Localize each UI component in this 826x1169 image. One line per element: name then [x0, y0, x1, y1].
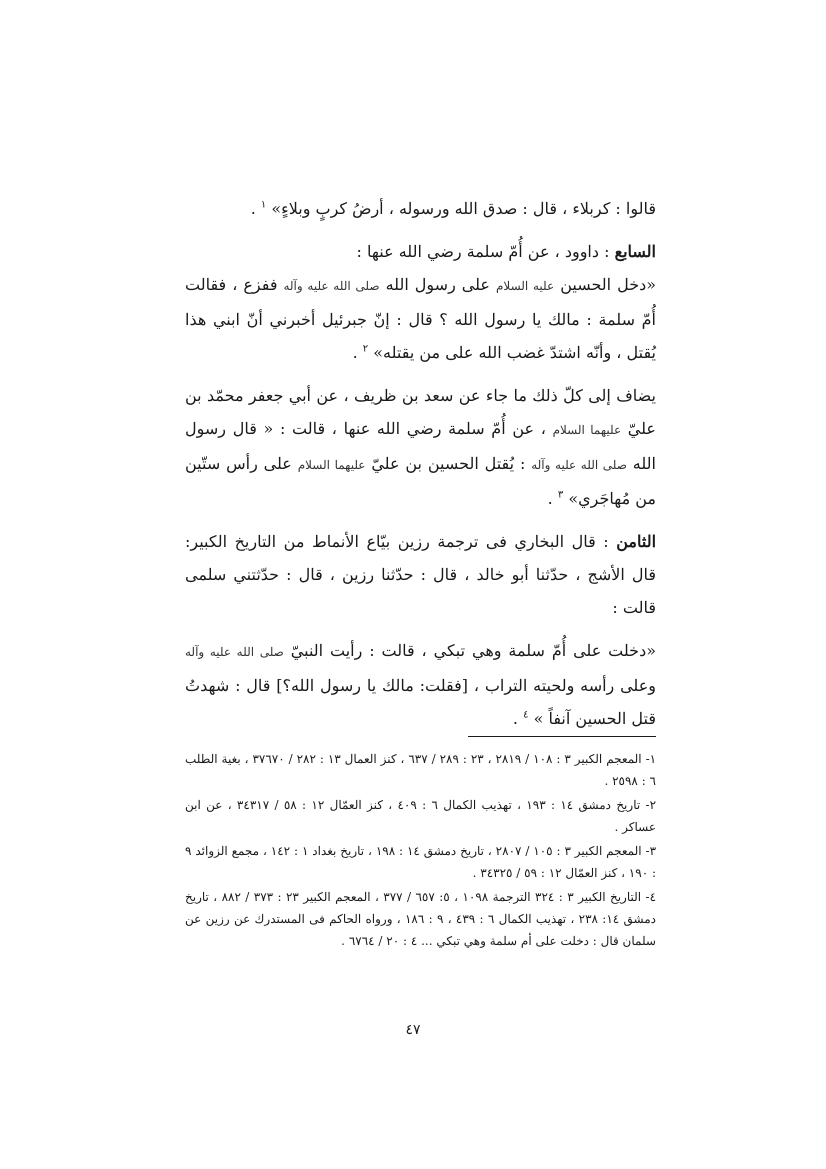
paragraph-text: «دخل الحسين — [560, 275, 657, 294]
paragraph-1 — [185, 192, 656, 225]
paragraph-text: ، عن أُمّ سلمة رضي الله عنها ، قالت : « قال رسول الله — [185, 419, 656, 473]
footnotes — [185, 748, 656, 954]
footnote-ref-2: ٢ — [362, 343, 369, 355]
period: . — [352, 343, 358, 362]
paragraph-text: على رأس ستّين من مُهاجَري» — [185, 454, 656, 508]
section-lead-eighth: الثامن — [616, 532, 657, 551]
honorific-symbol: صلى الله عليه وآله — [185, 645, 284, 659]
footnote-ref-3: ٣ — [557, 489, 564, 501]
paragraph-2 — [185, 235, 656, 268]
footnote-ref-4: ٤ — [523, 709, 529, 721]
page-number: ٤٧ — [405, 1022, 421, 1038]
paragraph-4 — [185, 379, 656, 515]
honorific-symbol: عليه السلام — [495, 279, 555, 293]
paragraph-6 — [185, 634, 656, 735]
honorific-symbol: عليهما السلام — [552, 423, 622, 437]
footnote-3: ٣- المعجم الكبير ٣ : ١٠٥ / ٢٨٠٧ ، تاريخ دمشق ١٤ : ١٩٨ ، تاريخ بغداد ١ : ١٤٢ ، مجمع الزوائد ٩ : ١٩٠ ، كنز العمّال ١٢ : ٥٩ / ٣٤٣٢٥ . — [185, 844, 657, 880]
period: . — [512, 709, 518, 728]
honorific-symbol: صلى الله عليه وآله — [531, 458, 627, 472]
paragraph-text: قالوا : كربلاء ، قال : صدق الله ورسوله ، أرضُ كربٍ وبلاءٍ» — [271, 199, 656, 218]
main-text — [185, 192, 656, 735]
paragraph-text: : قال البخاري فى ترجمة رزين بيّاع الأنماط من التاريخ الكبير: قال الأشج ، حدّثنا أبو خالد ، قال : حدّثنا رزين ، قال : حدّثتني سلمى قالت : — [185, 532, 657, 617]
paragraph-text: «دخلت على أُمّ سلمة وهي تبكي ، قالت : رأيت النبيّ — [290, 641, 656, 660]
footnote-divider — [468, 736, 656, 737]
section-lead-seventh: السابع — [614, 242, 656, 261]
paragraph-3 — [185, 268, 656, 369]
paragraph-text: : يُقتل الحسين بن عليّ — [371, 454, 526, 473]
honorific-symbol: عليهما السلام — [297, 458, 366, 472]
paragraph-text: : داوود ، عن أُمّ سلمة رضي الله عنها : — [356, 242, 610, 261]
footnote-4: ٤- التاريخ الكبير ٣ : ٣٢٤ الترجمة ١٠٩٨ ، ٥: ٦٥٧ / ٣٧٧ ، المعجم الكبير ٢٣ : ٣٧٣ / ٨٨٢ ، تاريخ دمشق ١٤: ٢٣٨ ، تهذيب الكمال ٦ : ٤٣٩ ، ٩ : ١٨٦ ، ورواه الحاكم فى المستدرك عن رزين عن سلمان قال : دخلت على أم سلمة وهي تبكي ... ٤ : ٢٠ / ٦٧٦٤ . — [185, 890, 657, 948]
paragraph-text: على رسول الله — [385, 275, 490, 294]
paragraph-text: يضاف إلى كلّ ذلك ما جاء عن سعد بن ظريف ، عن أبي جعفر محمّد بن عليّ — [185, 386, 656, 438]
footnote-2: ٢- تاريخ دمشق ١٤ : ١٩٣ ، تهذيب الكمال ٦ : ٤٠٩ ، كنز العمّال ١٢ : ٥٨ / ٣٤٣١٧ ، عن ابن عساكر . — [185, 798, 657, 834]
paragraph-text: ففزع ، فقالت أُمّ سلمة : مالك يا رسول الله ؟ قال : إنّ جبرئيل أخبرني أنّ ابني هذا يُقتل ، وأنّه اشتدّ غضب الله على من يقتله» — [185, 275, 656, 362]
paragraph-text: وعلى رأسه ولحيته التراب ، [فقلت: مالك يا رسول الله؟] قال : شهدتُ قتل الحسين آنفاً » — [185, 676, 656, 728]
paragraph-5 — [185, 525, 656, 624]
honorific-symbol: صلى الله عليه وآله — [283, 279, 380, 293]
footnote-1: ١- المعجم الكبير ٣ : ١٠٨ / ٢٨١٩ ، ٢٣ : ٢٨٩ / ٦٣٧ ، كنز العمال ١٣ : ٢٨٢ / ٣٧٦٧٠ ، بغية الطلب ٦ : ٢٥٩٨ . — [185, 752, 657, 788]
period: . — [547, 489, 553, 508]
period: . — [250, 199, 256, 218]
footnote-ref-1: ١ — [260, 199, 267, 211]
